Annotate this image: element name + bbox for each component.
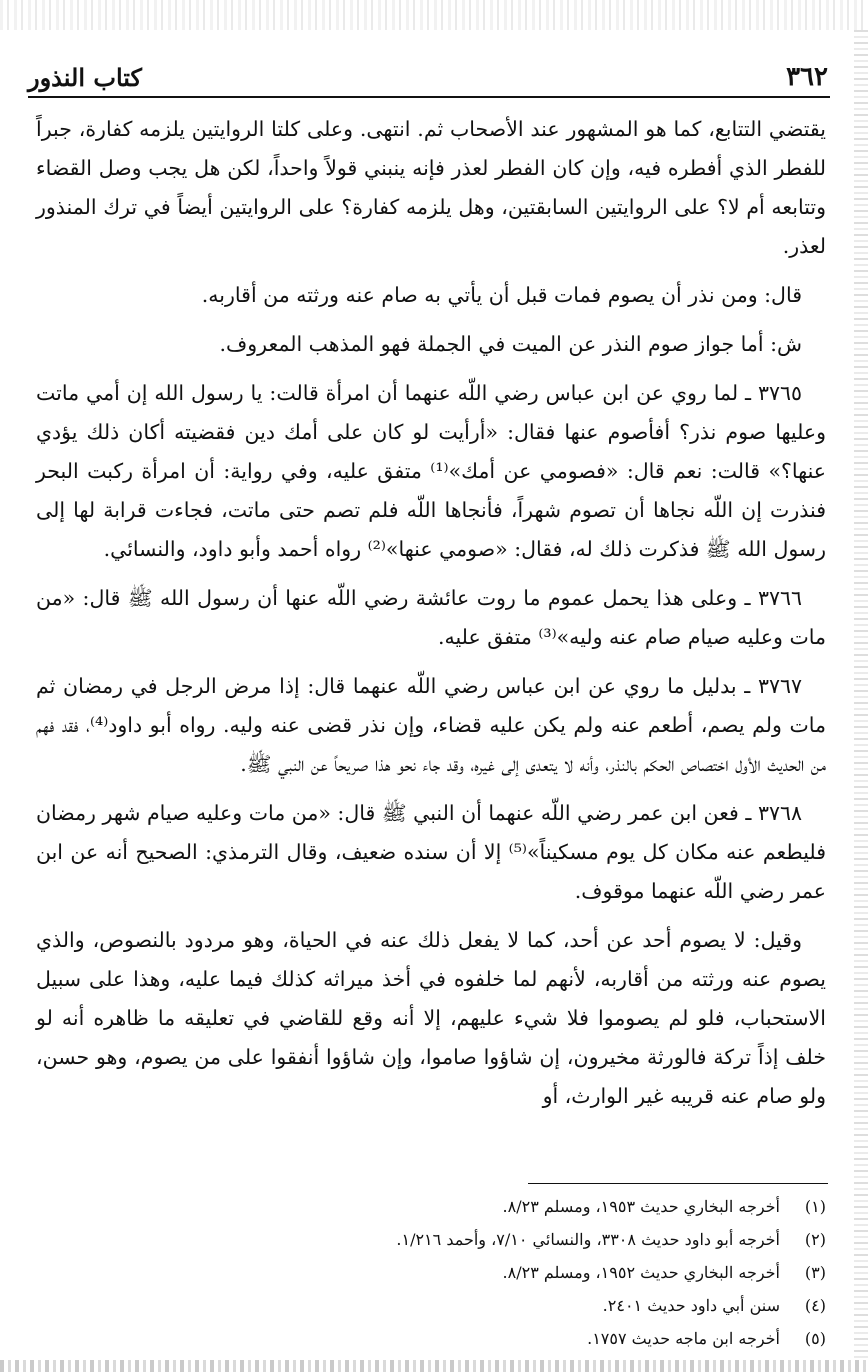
paragraph: ٣٧٦٧ ـ بدليل ما روي عن ابن عباس رضي اللّه عنهما قال: إذا مرض الرجل في رمضان ثم مات ولم يصم، أطعم عنه ولم يكن عليه قضاء، وإن نذر قضى عنه وليه. رواه أبو داود⁽⁴⁾، فقد فهم من الحديث الأول اختصاص الحكم بالنذر، وأنه لا يتعدى إلى غيره، وقد جاء نحو هذا صريحاً عن النبي ﷺ. <box>36 674 826 776</box>
paragraph: ٣٧٦٨ ـ فعن ابن عمر رضي اللّه عنهما أن النبي ﷺ قال: «من مات وعليه صيام شهر رمضان فليطعم عنه مكان كل يوم مسكيناً»⁽⁵⁾ إلا أن سنده ضعيف، وقال الترمذي: الصحيح أنه عن ابن عمر رضي اللّه عنهما موقوف. <box>36 801 826 903</box>
footnote-text: أخرجه البخاري حديث ١٩٥٣، ومسلم ٨/٢٣. <box>502 1197 780 1216</box>
footnote <box>40 1322 826 1355</box>
footnote-text: أخرجه البخاري حديث ١٩٥٢، ومسلم ٨/٢٣. <box>502 1263 780 1282</box>
paragraph: ٣٧٦٦ ـ وعلى هذا يحمل عموم ما روت عائشة رضي اللّه عنها أن رسول الله ﷺ قال: «من مات وعليه صيام صام عنه وليه»⁽³⁾ متفق عليه. <box>36 586 826 649</box>
footnote-number: (٣) <box>804 1263 826 1282</box>
paragraph: قال: ومن نذر أن يصوم فمات قبل أن يأتي به صام عنه ورثته من أقاربه. <box>201 283 802 307</box>
paragraph: وقيل: لا يصوم أحد عن أحد، كما لا يفعل ذلك عنه في الحياة، وهو مردود بالنصوص، والذي يصوم عنه ورثته من أقاربه، لأنهم لما خلفوه في أخذ ميراثه كذلك فيما عليه، وهذا على سبيل الاستحباب، فلو لم يصوموا فلا شيء عليهم، إلا أنه وقع للقاضي في تعليقه ما ظاهره أنه لو خلف إذاً تركة فالورثة مخيرون، إن شاؤوا صاموا، وإن شاؤوا أنفقوا على من يصوم، وهو حسن، ولو صام عنه قريبه غير الوارث، أو <box>36 928 826 1108</box>
running-title: كتاب النذور <box>28 63 142 92</box>
scan-edge-right <box>854 30 868 1360</box>
paragraph: ٣٧٦٥ ـ لما روي عن ابن عباس رضي اللّه عنهما أن امرأة قالت: يا رسول الله إن أمي ماتت وعليها صوم نذر؟ أفأصوم عنها فقال: «أرأيت لو كان على أمك دين فقضيته أكان ذلك يؤدي عنها؟» قالت: نعم قال: «فصومي عن أمك»⁽¹⁾ متفق عليه، وفي رواية: أن امرأة ركبت البحر فنذرت إن اللّه نجاها أن تصوم شهراً، فأنجاها اللّه فلم تصم حتى ماتت، فجاءت قرابة لها إلى رسول الله ﷺ فذكرت ذلك له، فقال: «صومي عنها»⁽²⁾ رواه أحمد وأبو داود، والنسائي. <box>36 381 826 561</box>
footnote <box>40 1289 826 1322</box>
footnote-number: (٥) <box>804 1329 826 1348</box>
paragraph: ش: أما جواز صوم النذر عن الميت في الجملة فهو المذهب المعروف. <box>219 332 802 356</box>
body-text <box>36 110 826 1126</box>
footnote <box>40 1223 826 1256</box>
footnote <box>40 1190 826 1223</box>
footnotes <box>40 1190 826 1355</box>
scan-edge-top <box>0 0 868 30</box>
paragraph: يقتضي التتابع، كما هو المشهور عند الأصحاب ثم. انتهى. وعلى كلتا الروايتين يلزمه كفارة، جبراً للفطر الذي أفطره فيه، وإن كان الفطر لعذر فإنه ينبني قولاً واحداً، لكن هل يجب وصل القضاء وتتابعه أم لا؟ على الروايتين السابقتين، وهل يلزمه كفارة؟ على الروايتين أيضاً في ترك المنذور لعذر. <box>36 117 826 258</box>
footnote-rule <box>528 1183 828 1184</box>
footnote-number: (٤) <box>804 1296 826 1315</box>
footnote-text: أخرجه ابن ماجه حديث ١٧٥٧. <box>587 1329 780 1348</box>
footnote-text: سنن أبي داود حديث ٢٤٠١. <box>602 1296 780 1315</box>
page-number: ٣٦٢ <box>786 62 828 92</box>
footnote <box>40 1256 826 1289</box>
header-rule <box>28 96 830 98</box>
footnote-number: (١) <box>804 1197 826 1216</box>
footnote-text: أخرجه أبو داود حديث ٣٣٠٨، والنسائي ٧/١٠، وأحمد ١/٢١٦. <box>396 1230 780 1249</box>
page-header <box>28 52 828 92</box>
footnote-number: (٢) <box>804 1230 826 1249</box>
scan-edge-bottom <box>0 1360 868 1372</box>
